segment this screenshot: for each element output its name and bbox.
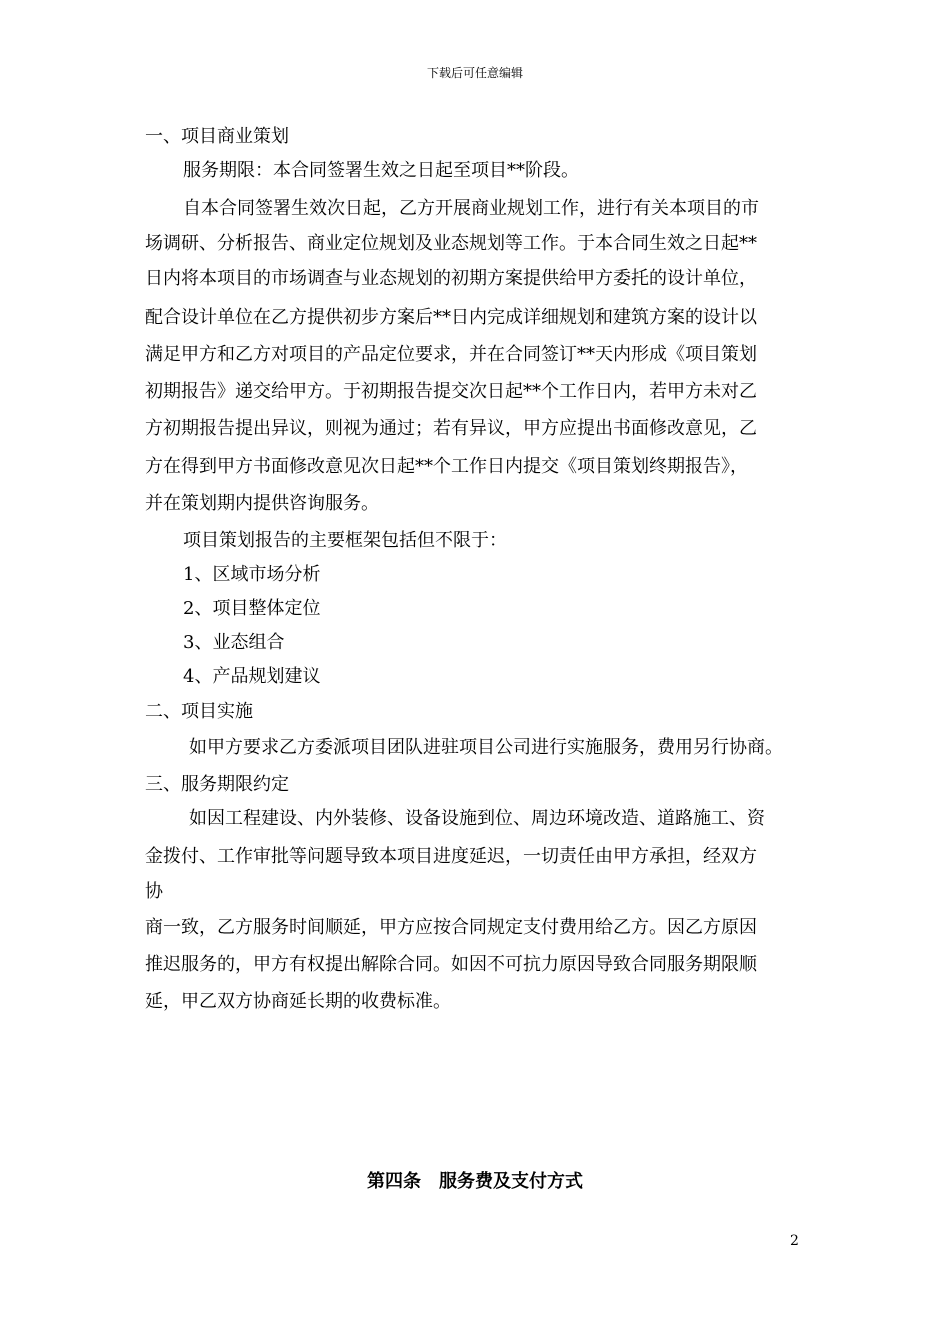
paragraph-line: 初期报告》递交给甲方。于初期报告提交次日起**个工作日内，若甲方未对乙: [145, 381, 757, 402]
paragraph-line: 自本合同签署生效次日起，乙方开展商业规划工作，进行有关本项目的市: [183, 198, 759, 219]
paragraph-line: 推迟服务的，甲方有权提出解除合同。如因不可抗力原因导致合同服务期限顺: [145, 954, 757, 975]
paragraph-line: 商一致，乙方服务时间顺延，甲方应按合同规定支付费用给乙方。因乙方原因: [145, 917, 757, 938]
paragraph-line: 金拨付、工作审批等问题导致本项目进度延迟，一切责任由甲方承担，经双方: [145, 846, 757, 867]
paragraph-line: 服务期限：本合同签署生效之日起至项目**阶段。: [183, 160, 579, 181]
article-heading: 第四条 服务费及支付方式: [367, 1171, 583, 1192]
paragraph-line: 场调研、分析报告、商业定位规划及业态规划等工作。于本合同生效之日起**: [145, 233, 757, 254]
section-title-3: 三、服务期限约定: [145, 774, 289, 795]
list-item: 1、区域市场分析: [183, 564, 321, 585]
paragraph-line: 如甲方要求乙方委派项目团队进驻项目公司进行实施服务，费用另行协商。: [189, 737, 783, 758]
page-number: 2: [790, 1233, 799, 1249]
section-title-1: 一、项目商业策划: [145, 126, 289, 147]
paragraph-line: 并在策划期内提供咨询服务。: [145, 493, 379, 514]
paragraph-line: 方初期报告提出异议，则视为通过；若有异议，甲方应提出书面修改意见，乙: [145, 418, 757, 439]
list-item: 4、产品规划建议: [183, 666, 321, 687]
list-item: 2、项目整体定位: [183, 598, 321, 619]
paragraph-line: 延，甲乙双方协商延长期的收费标准。: [145, 991, 451, 1012]
page-header: 下载后可任意编辑: [426, 66, 523, 80]
section-title-2: 二、项目实施: [145, 701, 253, 722]
paragraph-line: 如因工程建设、内外装修、设备设施到位、周边环境改造、道路施工、资: [189, 808, 765, 829]
paragraph-line: 协: [145, 881, 163, 902]
paragraph-line: 配合设计单位在乙方提供初步方案后**日内完成详细规划和建筑方案的设计以: [145, 307, 757, 328]
list-item: 3、业态组合: [183, 632, 285, 653]
paragraph-line: 项目策划报告的主要框架包括但不限于：: [183, 530, 507, 551]
paragraph-line: 方在得到甲方书面修改意见次日起**个工作日内提交《项目策划终期报告》，: [145, 456, 748, 477]
paragraph-line: 日内将本项目的市场调查与业态规划的初期方案提供给甲方委托的设计单位，: [145, 268, 757, 289]
paragraph-line: 满足甲方和乙方对项目的产品定位要求，并在合同签订**天内形成《项目策划: [145, 344, 757, 365]
